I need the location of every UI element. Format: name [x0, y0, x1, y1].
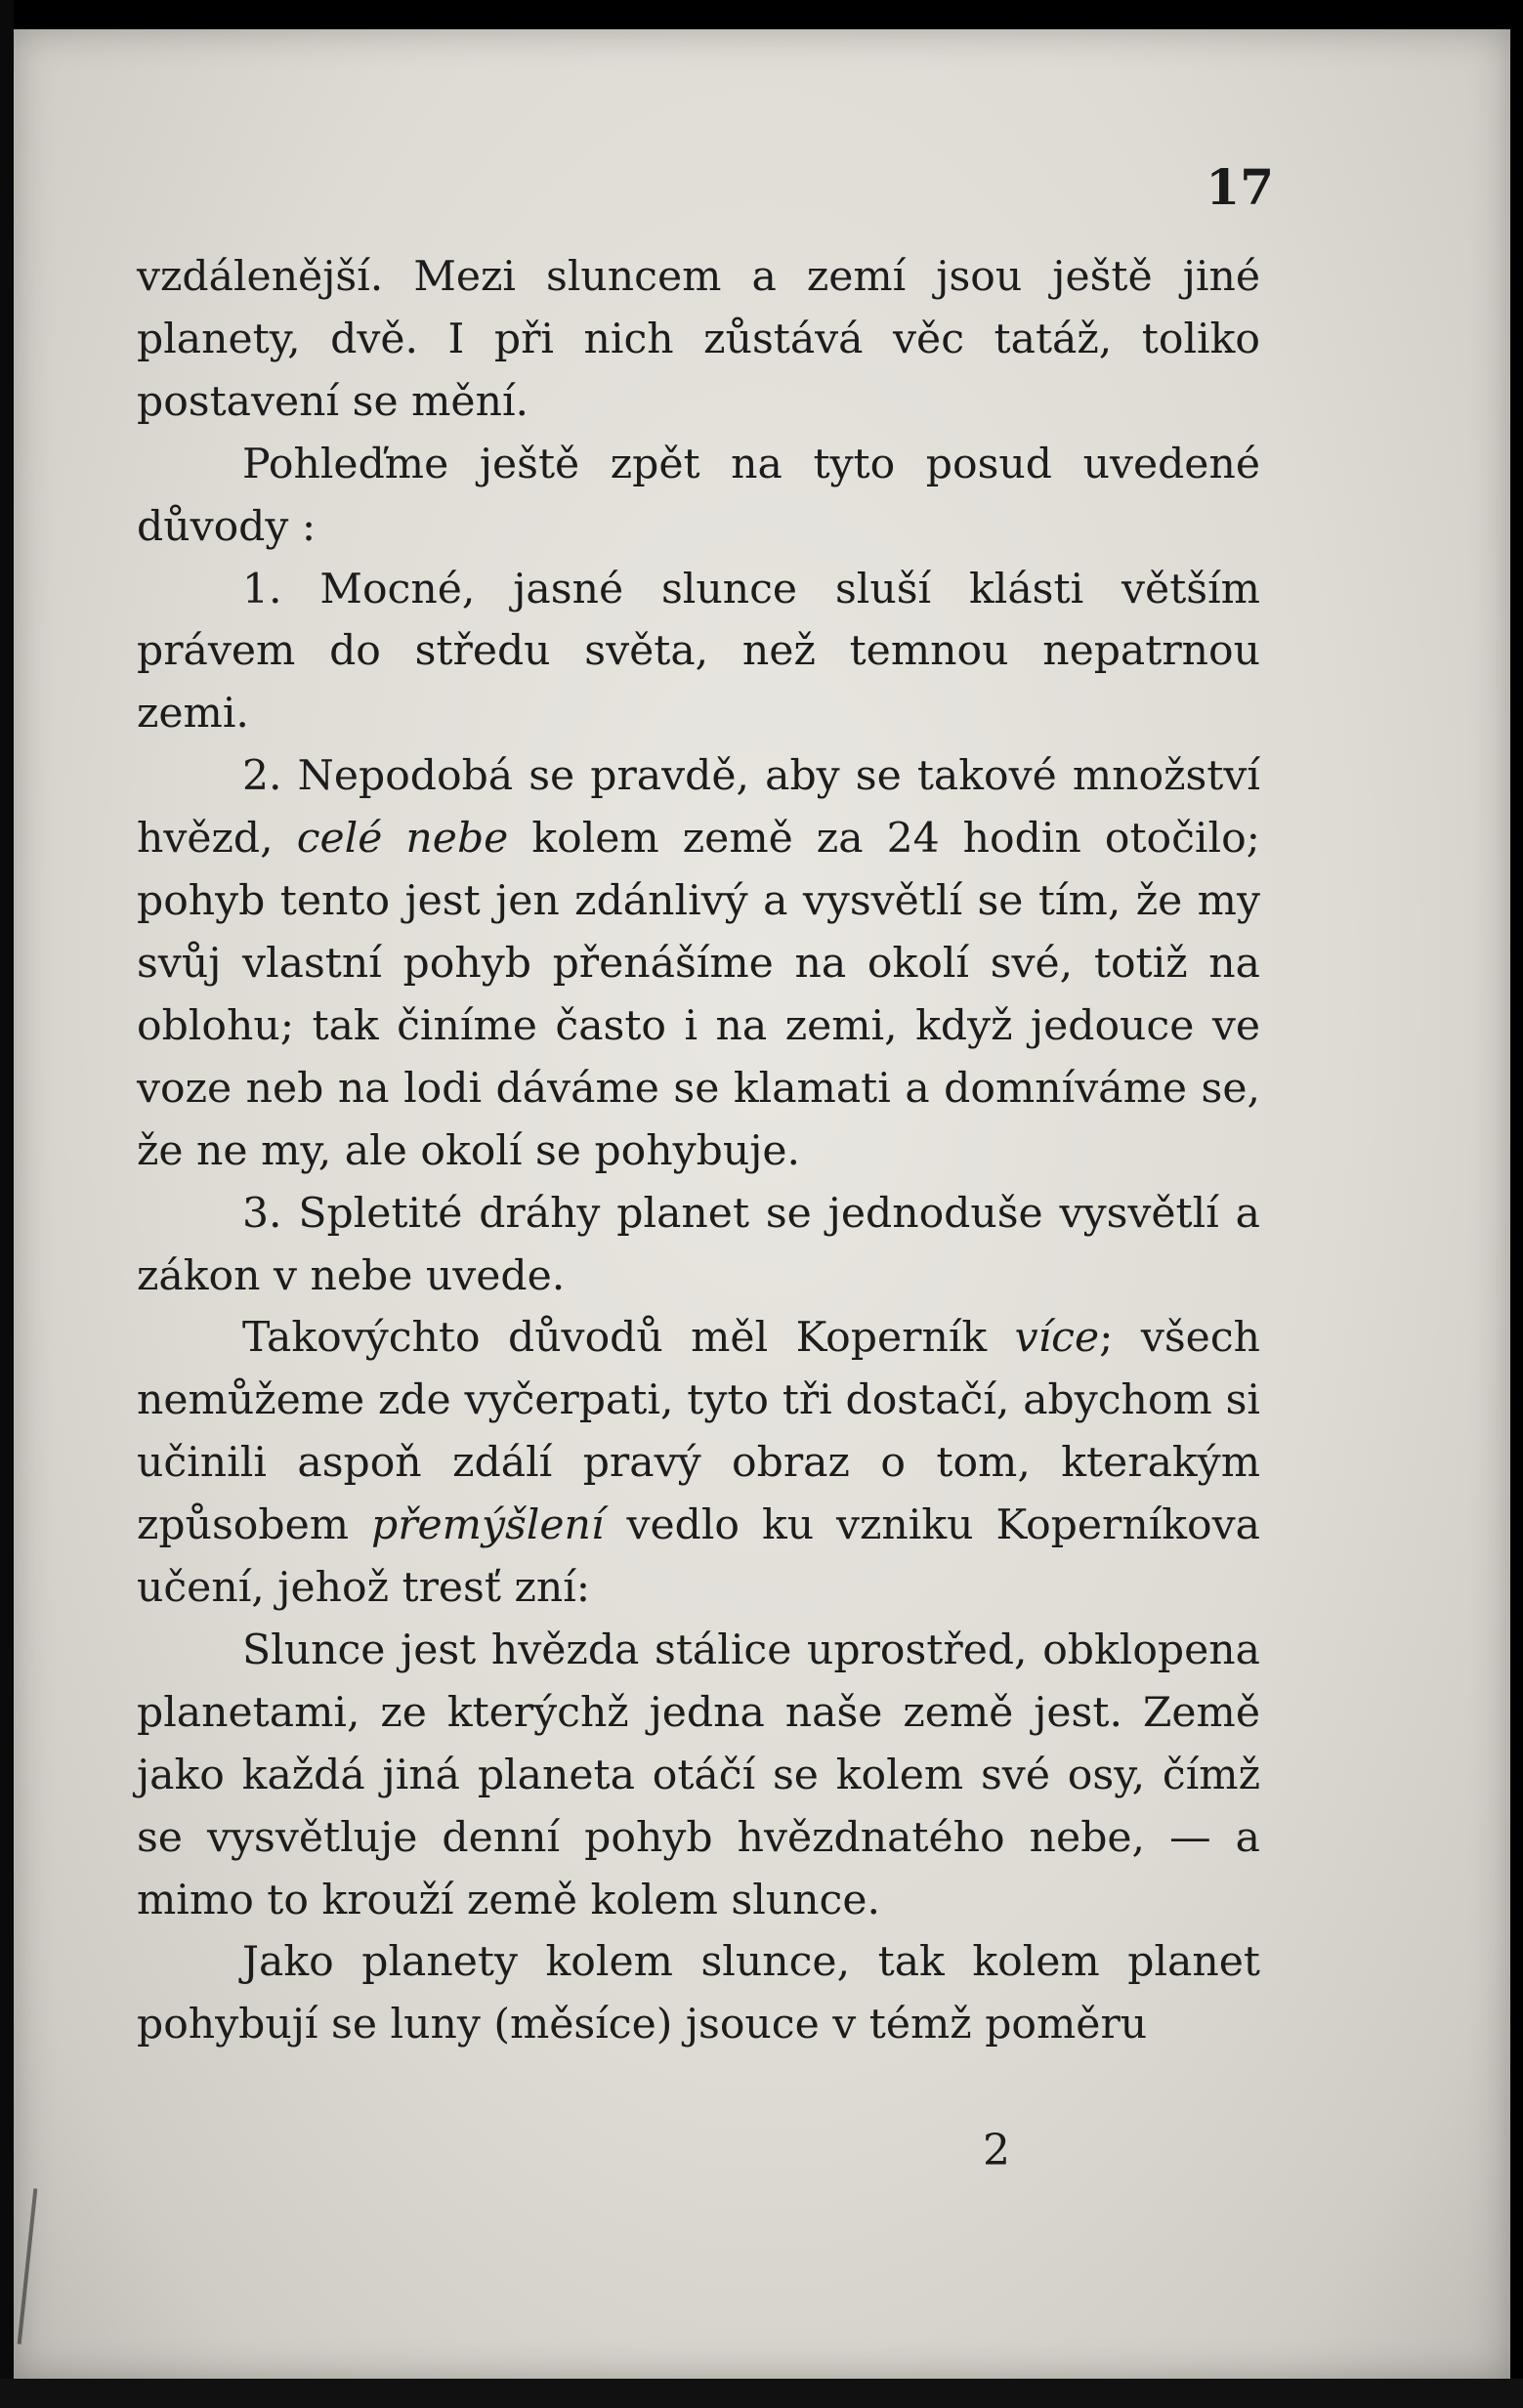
paragraph-text: Takovýchto důvodů měl Koperník: [242, 1314, 1015, 1363]
paragraph: [137, 1183, 1260, 1308]
paragraph: [137, 745, 1260, 1182]
paragraph: [137, 246, 1260, 434]
paragraph-text: Pohleďme ještě zpět na tyto posud uvedené důvody :: [137, 440, 1260, 551]
emphasis-text: celé nebe: [296, 815, 509, 864]
paragraph: [137, 1620, 1260, 1932]
paragraph-text: Slunce jest hvězda stálice uprostřed, obklopena planetami, ze kterýchž jedna naše země jest. Země jako každá jiná planeta otáčí se kolem své osy, čímž se vysvětluje denní pohyb hvězdnatého nebe, — a mimo to krouží země kolem slunce.: [137, 1626, 1260, 1924]
signature-mark: 2: [983, 2126, 1010, 2176]
paragraph: [137, 1307, 1260, 1620]
body-text: [137, 246, 1260, 2056]
paragraph: [137, 559, 1260, 746]
paragraph-text: vzdálenější. Mezi sluncem a zemí jsou ještě jiné planety, dvě. I při nich zůstává věc tatáž, toliko postavení se mění.: [137, 253, 1260, 426]
paragraph-text: Jako planety kolem slunce, tak kolem planet pohybují se luny (měsíce) jsouce v témž poměru: [137, 1938, 1260, 2049]
scan-edge-left: [0, 0, 14, 2408]
paragraph-text: kolem země za 24 hodin otočilo; pohyb tento jest jen zdánlivý a vysvětlí se tím, že my svůj vlastní pohyb přenášíme na okolí své, totiž na oblohu; tak činíme často i na zemi, když jedouce ve voze neb na lodi dáváme se klamati a domníváme se, že ne my, ale okolí se pohybuje.: [137, 815, 1260, 1175]
paragraph-text: ; všech nemůžeme zde vyčerpati, tyto tři dostačí, abychom si učinili aspoň zdálí pravý obraz o tom, kterakým způsobem: [137, 1314, 1260, 1550]
paragraph-text: 1. Mocné, jasné slunce sluší klásti větším právem do středu světa, než temnou nepatrnou zemi.: [137, 565, 1260, 739]
paragraph-text: 3. Spletité dráhy planet se jednoduše vysvětlí a zákon v nebe uvede.: [137, 1189, 1260, 1300]
paragraph: [137, 434, 1260, 559]
scan-edge-bottom: [0, 2379, 1523, 2408]
paragraph-text: 2. Nepodobá se pravdě, aby se takové množství hvězd,: [137, 752, 1260, 864]
paragraph-text: vedlo ku vzniku Koperníkova učení, jehož tresť zní:: [137, 1501, 1260, 1613]
emphasis-text: přemýšlení: [370, 1501, 605, 1550]
page-number: 17: [1206, 158, 1274, 216]
paragraph: [137, 1931, 1260, 2056]
emphasis-text: více: [1014, 1314, 1100, 1363]
